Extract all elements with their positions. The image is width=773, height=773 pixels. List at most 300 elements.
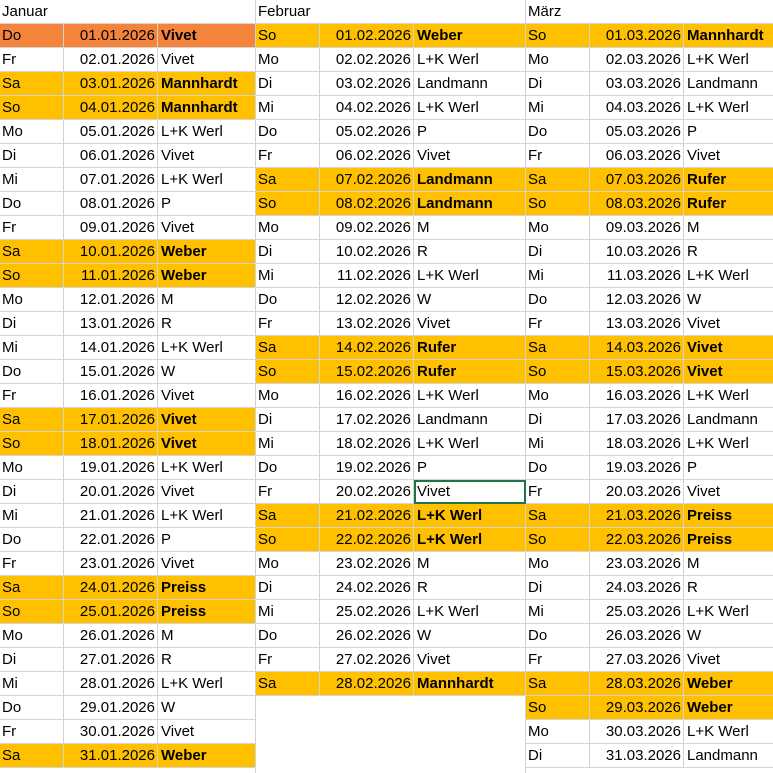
weekday-cell[interactable]: Do xyxy=(0,24,64,48)
date-cell[interactable]: 20.01.2026 xyxy=(64,480,158,504)
date-cell[interactable]: 25.01.2026 xyxy=(64,600,158,624)
weekday-cell[interactable]: Fr xyxy=(526,648,590,672)
weekday-cell[interactable]: Do xyxy=(256,624,320,648)
date-cell[interactable]: 20.02.2026 xyxy=(320,480,414,504)
date-cell[interactable]: 23.01.2026 xyxy=(64,552,158,576)
assignee-cell[interactable]: Weber xyxy=(684,696,773,720)
date-cell[interactable]: 24.02.2026 xyxy=(320,576,414,600)
date-cell[interactable]: 01.02.2026 xyxy=(320,24,414,48)
assignee-cell[interactable]: Mannhardt xyxy=(414,672,526,696)
assignee-cell[interactable]: M xyxy=(414,552,526,576)
assignee-cell[interactable]: L+K Werl xyxy=(684,96,773,120)
weekday-cell[interactable]: Sa xyxy=(526,336,590,360)
date-cell[interactable]: 03.02.2026 xyxy=(320,72,414,96)
date-cell[interactable]: 31.03.2026 xyxy=(590,744,684,768)
table-row xyxy=(526,504,773,528)
table-row xyxy=(0,456,256,480)
weekday-cell[interactable]: Di xyxy=(526,576,590,600)
assignee-cell[interactable]: Rufer xyxy=(684,168,773,192)
assignee-cell[interactable]: L+K Werl xyxy=(414,96,526,120)
weekday-cell[interactable]: Sa xyxy=(0,408,64,432)
table-row xyxy=(256,408,526,432)
date-cell[interactable]: 07.01.2026 xyxy=(64,168,158,192)
assignee-cell[interactable]: R xyxy=(684,576,773,600)
weekday-cell[interactable]: Mi xyxy=(256,96,320,120)
assignee-cell[interactable]: Preiss xyxy=(684,528,773,552)
weekday-cell[interactable]: Sa xyxy=(0,576,64,600)
table-row xyxy=(526,144,773,168)
date-cell[interactable]: 11.03.2026 xyxy=(590,264,684,288)
weekday-cell[interactable]: Di xyxy=(256,576,320,600)
assignee-cell[interactable]: Weber xyxy=(158,264,256,288)
assignee-cell[interactable]: Vivet xyxy=(684,312,773,336)
assignee-cell[interactable]: Vivet xyxy=(414,648,526,672)
weekday-cell[interactable]: So xyxy=(526,696,590,720)
assignee-cell[interactable]: L+K Werl xyxy=(684,384,773,408)
weekday-cell[interactable]: Di xyxy=(0,144,64,168)
date-cell[interactable]: 27.01.2026 xyxy=(64,648,158,672)
assignee-cell[interactable]: L+K Werl xyxy=(684,432,773,456)
weekday-cell[interactable]: Mi xyxy=(0,168,64,192)
date-cell[interactable]: 21.03.2026 xyxy=(590,504,684,528)
date-cell[interactable]: 10.02.2026 xyxy=(320,240,414,264)
date-cell[interactable]: 28.02.2026 xyxy=(320,672,414,696)
table-row xyxy=(256,576,526,600)
date-cell[interactable]: 19.02.2026 xyxy=(320,456,414,480)
assignee-cell[interactable]: W xyxy=(414,624,526,648)
assignee-cell[interactable]: Vivet xyxy=(414,480,526,504)
weekday-cell[interactable]: So xyxy=(526,24,590,48)
date-cell[interactable]: 13.02.2026 xyxy=(320,312,414,336)
assignee-cell[interactable]: L+K Werl xyxy=(158,336,256,360)
weekday-cell[interactable]: Mi xyxy=(256,264,320,288)
date-cell[interactable]: 24.01.2026 xyxy=(64,576,158,600)
assignee-cell[interactable]: P xyxy=(414,456,526,480)
assignee-cell[interactable]: Weber xyxy=(158,240,256,264)
date-cell[interactable]: 29.03.2026 xyxy=(590,696,684,720)
date-cell[interactable]: 23.02.2026 xyxy=(320,552,414,576)
assignee-cell[interactable]: M xyxy=(414,216,526,240)
weekday-cell[interactable]: Fr xyxy=(256,144,320,168)
date-cell[interactable]: 31.01.2026 xyxy=(64,744,158,768)
date-cell[interactable]: 27.03.2026 xyxy=(590,648,684,672)
assignee-cell[interactable]: L+K Werl xyxy=(414,528,526,552)
assignee-cell[interactable]: Vivet xyxy=(684,648,773,672)
weekday-cell[interactable]: So xyxy=(0,264,64,288)
date-cell[interactable]: 07.03.2026 xyxy=(590,168,684,192)
weekday-cell[interactable]: Di xyxy=(526,240,590,264)
table-row xyxy=(256,24,526,48)
weekday-cell[interactable]: Sa xyxy=(256,672,320,696)
assignee-cell[interactable]: M xyxy=(684,216,773,240)
assignee-cell[interactable]: R xyxy=(684,240,773,264)
date-cell[interactable]: 26.02.2026 xyxy=(320,624,414,648)
assignee-cell[interactable]: R xyxy=(414,240,526,264)
table-row xyxy=(526,576,773,600)
date-cell[interactable]: 17.02.2026 xyxy=(320,408,414,432)
table-row xyxy=(256,360,526,384)
assignee-cell[interactable]: Vivet xyxy=(158,144,256,168)
weekday-cell[interactable]: Mo xyxy=(0,120,64,144)
table-row xyxy=(256,96,526,120)
date-cell[interactable]: 22.01.2026 xyxy=(64,528,158,552)
weekday-cell[interactable]: So xyxy=(526,360,590,384)
weekday-cell[interactable]: Mi xyxy=(0,504,64,528)
weekday-cell[interactable]: Mi xyxy=(526,600,590,624)
date-cell[interactable]: 15.03.2026 xyxy=(590,360,684,384)
assignee-cell[interactable]: Vivet xyxy=(158,552,256,576)
weekday-cell[interactable]: Fr xyxy=(526,312,590,336)
assignee-cell[interactable]: L+K Werl xyxy=(684,600,773,624)
date-cell[interactable]: 26.01.2026 xyxy=(64,624,158,648)
assignee-cell[interactable]: Weber xyxy=(684,672,773,696)
date-cell[interactable]: 01.03.2026 xyxy=(590,24,684,48)
date-cell[interactable]: 05.01.2026 xyxy=(64,120,158,144)
assignee-cell[interactable]: Rufer xyxy=(414,336,526,360)
date-cell[interactable]: 29.01.2026 xyxy=(64,696,158,720)
assignee-cell[interactable]: M xyxy=(158,624,256,648)
weekday-cell[interactable]: Di xyxy=(256,408,320,432)
date-cell[interactable]: 14.01.2026 xyxy=(64,336,158,360)
assignee-cell[interactable]: Vivet xyxy=(684,144,773,168)
assignee-cell[interactable]: Preiss xyxy=(158,600,256,624)
weekday-cell[interactable]: Sa xyxy=(256,336,320,360)
assignee-cell[interactable]: Vivet xyxy=(414,312,526,336)
assignee-cell[interactable]: M xyxy=(684,552,773,576)
date-cell[interactable]: 12.03.2026 xyxy=(590,288,684,312)
weekday-cell[interactable]: Do xyxy=(0,192,64,216)
date-cell[interactable]: 19.01.2026 xyxy=(64,456,158,480)
weekday-cell[interactable]: So xyxy=(526,528,590,552)
weekday-cell[interactable]: Do xyxy=(526,120,590,144)
assignee-cell[interactable]: W xyxy=(684,288,773,312)
assignee-cell[interactable]: Vivet xyxy=(684,336,773,360)
assignee-cell[interactable]: L+K Werl xyxy=(684,720,773,744)
date-cell[interactable]: 18.03.2026 xyxy=(590,432,684,456)
weekday-cell[interactable]: Mo xyxy=(0,624,64,648)
weekday-cell[interactable]: Mi xyxy=(0,672,64,696)
assignee-cell[interactable]: L+K Werl xyxy=(414,432,526,456)
date-cell[interactable]: 08.03.2026 xyxy=(590,192,684,216)
date-cell[interactable]: 08.01.2026 xyxy=(64,192,158,216)
date-cell[interactable]: 06.01.2026 xyxy=(64,144,158,168)
date-cell[interactable]: 16.01.2026 xyxy=(64,384,158,408)
date-cell[interactable]: 06.03.2026 xyxy=(590,144,684,168)
assignee-cell[interactable]: Preiss xyxy=(158,576,256,600)
weekday-cell[interactable]: Di xyxy=(526,744,590,768)
assignee-cell[interactable]: Vivet xyxy=(684,480,773,504)
date-cell[interactable]: 30.01.2026 xyxy=(64,720,158,744)
assignee-cell[interactable]: W xyxy=(158,696,256,720)
date-cell[interactable]: 20.03.2026 xyxy=(590,480,684,504)
date-cell[interactable]: 04.02.2026 xyxy=(320,96,414,120)
date-cell[interactable]: 09.01.2026 xyxy=(64,216,158,240)
weekday-cell[interactable]: Mo xyxy=(256,384,320,408)
assignee-cell[interactable]: L+K Werl xyxy=(414,504,526,528)
table-row xyxy=(526,48,773,72)
table-row xyxy=(0,528,256,552)
date-cell[interactable]: 02.02.2026 xyxy=(320,48,414,72)
weekday-cell[interactable]: Sa xyxy=(526,672,590,696)
assignee-cell[interactable]: W xyxy=(158,360,256,384)
assignee-cell[interactable]: L+K Werl xyxy=(158,168,256,192)
weekday-cell[interactable]: Do xyxy=(526,456,590,480)
assignee-cell[interactable]: Mannhardt xyxy=(684,24,773,48)
weekday-cell[interactable]: Fr xyxy=(526,144,590,168)
weekday-cell[interactable]: Fr xyxy=(0,720,64,744)
date-cell[interactable]: 12.02.2026 xyxy=(320,288,414,312)
weekday-cell[interactable]: Do xyxy=(0,696,64,720)
weekday-cell[interactable]: Di xyxy=(526,72,590,96)
date-cell[interactable]: 22.03.2026 xyxy=(590,528,684,552)
assignee-cell[interactable]: Rufer xyxy=(414,360,526,384)
date-cell[interactable]: 28.03.2026 xyxy=(590,672,684,696)
date-cell[interactable]: 22.02.2026 xyxy=(320,528,414,552)
weekday-cell[interactable]: Mi xyxy=(526,432,590,456)
weekday-cell[interactable]: Sa xyxy=(0,240,64,264)
weekday-cell[interactable]: Mi xyxy=(256,600,320,624)
weekday-cell[interactable]: Sa xyxy=(0,744,64,768)
date-cell[interactable]: 16.03.2026 xyxy=(590,384,684,408)
weekday-cell[interactable]: Mi xyxy=(526,96,590,120)
assignee-cell[interactable]: Weber xyxy=(158,744,256,768)
weekday-cell[interactable]: So xyxy=(256,24,320,48)
weekday-cell[interactable]: Sa xyxy=(0,72,64,96)
assignee-cell[interactable]: P xyxy=(414,120,526,144)
assignee-cell[interactable]: Mannhardt xyxy=(158,96,256,120)
month-header[interactable]: März xyxy=(528,3,562,20)
date-cell[interactable]: 15.02.2026 xyxy=(320,360,414,384)
assignee-cell[interactable]: L+K Werl xyxy=(414,384,526,408)
assignee-cell[interactable]: Weber xyxy=(414,24,526,48)
assignee-cell[interactable]: W xyxy=(414,288,526,312)
assignee-cell[interactable]: L+K Werl xyxy=(158,672,256,696)
date-cell[interactable]: 03.03.2026 xyxy=(590,72,684,96)
table-row xyxy=(0,216,256,240)
weekday-cell[interactable]: Fr xyxy=(0,48,64,72)
date-cell[interactable]: 04.03.2026 xyxy=(590,96,684,120)
weekday-cell[interactable]: Do xyxy=(0,360,64,384)
date-cell[interactable]: 09.02.2026 xyxy=(320,216,414,240)
table-row xyxy=(256,456,526,480)
date-cell[interactable]: 01.01.2026 xyxy=(64,24,158,48)
weekday-cell[interactable]: So xyxy=(0,96,64,120)
date-cell[interactable]: 02.01.2026 xyxy=(64,48,158,72)
table-row xyxy=(256,552,526,576)
date-cell[interactable]: 16.02.2026 xyxy=(320,384,414,408)
assignee-cell[interactable]: Vivet xyxy=(158,432,256,456)
assignee-cell[interactable]: Landmann xyxy=(414,408,526,432)
assignee-cell[interactable]: Preiss xyxy=(684,504,773,528)
month-header[interactable]: Januar xyxy=(2,3,48,20)
weekday-cell[interactable]: Di xyxy=(0,312,64,336)
date-cell[interactable]: 30.03.2026 xyxy=(590,720,684,744)
weekday-cell[interactable]: Mi xyxy=(0,336,64,360)
assignee-cell[interactable]: Landmann xyxy=(414,192,526,216)
date-cell[interactable]: 24.03.2026 xyxy=(590,576,684,600)
weekday-cell[interactable]: Mo xyxy=(256,216,320,240)
date-cell[interactable]: 14.02.2026 xyxy=(320,336,414,360)
assignee-cell[interactable]: L+K Werl xyxy=(158,120,256,144)
assignee-cell[interactable]: R xyxy=(158,312,256,336)
table-row xyxy=(526,384,773,408)
weekday-cell[interactable]: Fr xyxy=(256,312,320,336)
assignee-cell[interactable]: L+K Werl xyxy=(684,48,773,72)
assignee-cell[interactable]: Vivet xyxy=(158,216,256,240)
weekday-cell[interactable]: Mo xyxy=(526,384,590,408)
weekday-cell[interactable]: So xyxy=(0,432,64,456)
weekday-cell[interactable]: Mi xyxy=(526,264,590,288)
weekday-cell[interactable]: Di xyxy=(526,408,590,432)
weekday-cell[interactable]: Mo xyxy=(526,720,590,744)
date-cell[interactable]: 07.02.2026 xyxy=(320,168,414,192)
date-cell[interactable]: 19.03.2026 xyxy=(590,456,684,480)
assignee-cell[interactable]: L+K Werl xyxy=(414,48,526,72)
assignee-cell[interactable]: Vivet xyxy=(158,720,256,744)
date-cell[interactable]: 10.01.2026 xyxy=(64,240,158,264)
assignee-cell[interactable]: L+K Werl xyxy=(158,504,256,528)
weekday-cell[interactable]: Sa xyxy=(256,168,320,192)
date-cell[interactable]: 21.01.2026 xyxy=(64,504,158,528)
date-cell[interactable]: 02.03.2026 xyxy=(590,48,684,72)
assignee-cell[interactable]: M xyxy=(158,288,256,312)
assignee-cell[interactable]: Landmann xyxy=(414,72,526,96)
table-row xyxy=(0,360,256,384)
weekday-cell[interactable]: Mo xyxy=(256,552,320,576)
weekday-cell[interactable]: Mo xyxy=(256,48,320,72)
weekday-cell[interactable]: Di xyxy=(0,480,64,504)
table-row xyxy=(256,240,526,264)
weekday-cell[interactable]: Fr xyxy=(0,216,64,240)
assignee-cell[interactable]: Vivet xyxy=(414,144,526,168)
date-cell[interactable]: 28.01.2026 xyxy=(64,672,158,696)
date-cell[interactable]: 06.02.2026 xyxy=(320,144,414,168)
date-cell[interactable]: 05.03.2026 xyxy=(590,120,684,144)
weekday-cell[interactable]: Do xyxy=(526,624,590,648)
weekday-cell[interactable]: Di xyxy=(0,648,64,672)
date-cell[interactable]: 12.01.2026 xyxy=(64,288,158,312)
assignee-cell[interactable]: Vivet xyxy=(684,360,773,384)
date-cell[interactable]: 17.03.2026 xyxy=(590,408,684,432)
weekday-cell[interactable]: Mo xyxy=(0,456,64,480)
date-cell[interactable]: 03.01.2026 xyxy=(64,72,158,96)
weekday-cell[interactable]: Mi xyxy=(256,432,320,456)
date-cell[interactable]: 25.03.2026 xyxy=(590,600,684,624)
table-row xyxy=(526,600,773,624)
table-row xyxy=(0,192,256,216)
weekday-cell[interactable]: Di xyxy=(256,240,320,264)
table-row xyxy=(526,264,773,288)
date-cell[interactable]: 13.03.2026 xyxy=(590,312,684,336)
date-cell[interactable]: 26.03.2026 xyxy=(590,624,684,648)
weekday-cell[interactable]: Fr xyxy=(0,552,64,576)
assignee-cell[interactable]: Vivet xyxy=(158,384,256,408)
weekday-cell[interactable]: Do xyxy=(256,456,320,480)
date-cell[interactable]: 15.01.2026 xyxy=(64,360,158,384)
weekday-cell[interactable]: So xyxy=(256,360,320,384)
assignee-cell[interactable]: R xyxy=(158,648,256,672)
weekday-cell[interactable]: Fr xyxy=(256,648,320,672)
weekday-cell[interactable]: So xyxy=(256,192,320,216)
date-cell[interactable]: 13.01.2026 xyxy=(64,312,158,336)
date-cell[interactable]: 18.01.2026 xyxy=(64,432,158,456)
weekday-cell[interactable]: Do xyxy=(526,288,590,312)
table-row xyxy=(256,600,526,624)
date-cell[interactable]: 11.02.2026 xyxy=(320,264,414,288)
weekday-cell[interactable]: Mo xyxy=(0,288,64,312)
date-cell[interactable]: 18.02.2026 xyxy=(320,432,414,456)
weekday-cell[interactable]: So xyxy=(526,192,590,216)
assignee-cell[interactable]: L+K Werl xyxy=(414,264,526,288)
date-cell[interactable]: 27.02.2026 xyxy=(320,648,414,672)
assignee-cell[interactable]: W xyxy=(684,624,773,648)
table-row xyxy=(526,696,773,720)
assignee-cell[interactable]: L+K Werl xyxy=(684,264,773,288)
weekday-cell[interactable]: Di xyxy=(256,72,320,96)
weekday-cell[interactable]: Sa xyxy=(526,504,590,528)
assignee-cell[interactable]: Vivet xyxy=(158,480,256,504)
assignee-cell[interactable]: L+K Werl xyxy=(414,600,526,624)
table-row xyxy=(526,96,773,120)
weekday-cell[interactable]: Do xyxy=(0,528,64,552)
weekday-cell[interactable]: Sa xyxy=(526,168,590,192)
weekday-cell[interactable]: Fr xyxy=(256,480,320,504)
table-row xyxy=(256,312,526,336)
weekday-cell[interactable]: Sa xyxy=(256,504,320,528)
assignee-cell[interactable]: P xyxy=(158,192,256,216)
weekday-cell[interactable]: Fr xyxy=(0,384,64,408)
assignee-cell[interactable]: P xyxy=(684,120,773,144)
date-cell[interactable]: 10.03.2026 xyxy=(590,240,684,264)
date-cell[interactable]: 17.01.2026 xyxy=(64,408,158,432)
weekday-cell[interactable]: Mo xyxy=(526,216,590,240)
date-cell[interactable]: 11.01.2026 xyxy=(64,264,158,288)
date-cell[interactable]: 14.03.2026 xyxy=(590,336,684,360)
weekday-cell[interactable]: Do xyxy=(256,288,320,312)
date-cell[interactable]: 08.02.2026 xyxy=(320,192,414,216)
month-header[interactable]: Februar xyxy=(258,3,311,20)
assignee-cell[interactable]: Rufer xyxy=(684,192,773,216)
date-cell[interactable]: 09.03.2026 xyxy=(590,216,684,240)
weekday-cell[interactable]: Mo xyxy=(526,48,590,72)
weekday-cell[interactable]: So xyxy=(0,600,64,624)
date-cell[interactable]: 23.03.2026 xyxy=(590,552,684,576)
date-cell[interactable]: 05.02.2026 xyxy=(320,120,414,144)
assignee-cell[interactable]: Landmann xyxy=(684,72,773,96)
assignee-cell[interactable]: P xyxy=(158,528,256,552)
assignee-cell[interactable]: P xyxy=(684,456,773,480)
table-row xyxy=(526,336,773,360)
assignee-cell[interactable]: Mannhardt xyxy=(158,72,256,96)
table-row xyxy=(0,408,256,432)
assignee-cell[interactable]: Landmann xyxy=(684,744,773,768)
date-cell[interactable]: 25.02.2026 xyxy=(320,600,414,624)
assignee-cell[interactable]: L+K Werl xyxy=(158,456,256,480)
table-row xyxy=(0,120,256,144)
date-cell[interactable]: 04.01.2026 xyxy=(64,96,158,120)
assignee-cell[interactable]: Landmann xyxy=(414,168,526,192)
assignee-cell[interactable]: Vivet xyxy=(158,48,256,72)
weekday-cell[interactable]: So xyxy=(256,528,320,552)
assignee-cell[interactable]: R xyxy=(414,576,526,600)
date-cell[interactable]: 21.02.2026 xyxy=(320,504,414,528)
assignee-cell[interactable]: Vivet xyxy=(158,24,256,48)
assignee-cell[interactable]: Vivet xyxy=(158,408,256,432)
weekday-cell[interactable]: Fr xyxy=(526,480,590,504)
weekday-cell[interactable]: Mo xyxy=(526,552,590,576)
assignee-cell[interactable]: Landmann xyxy=(684,408,773,432)
weekday-cell[interactable]: Do xyxy=(256,120,320,144)
